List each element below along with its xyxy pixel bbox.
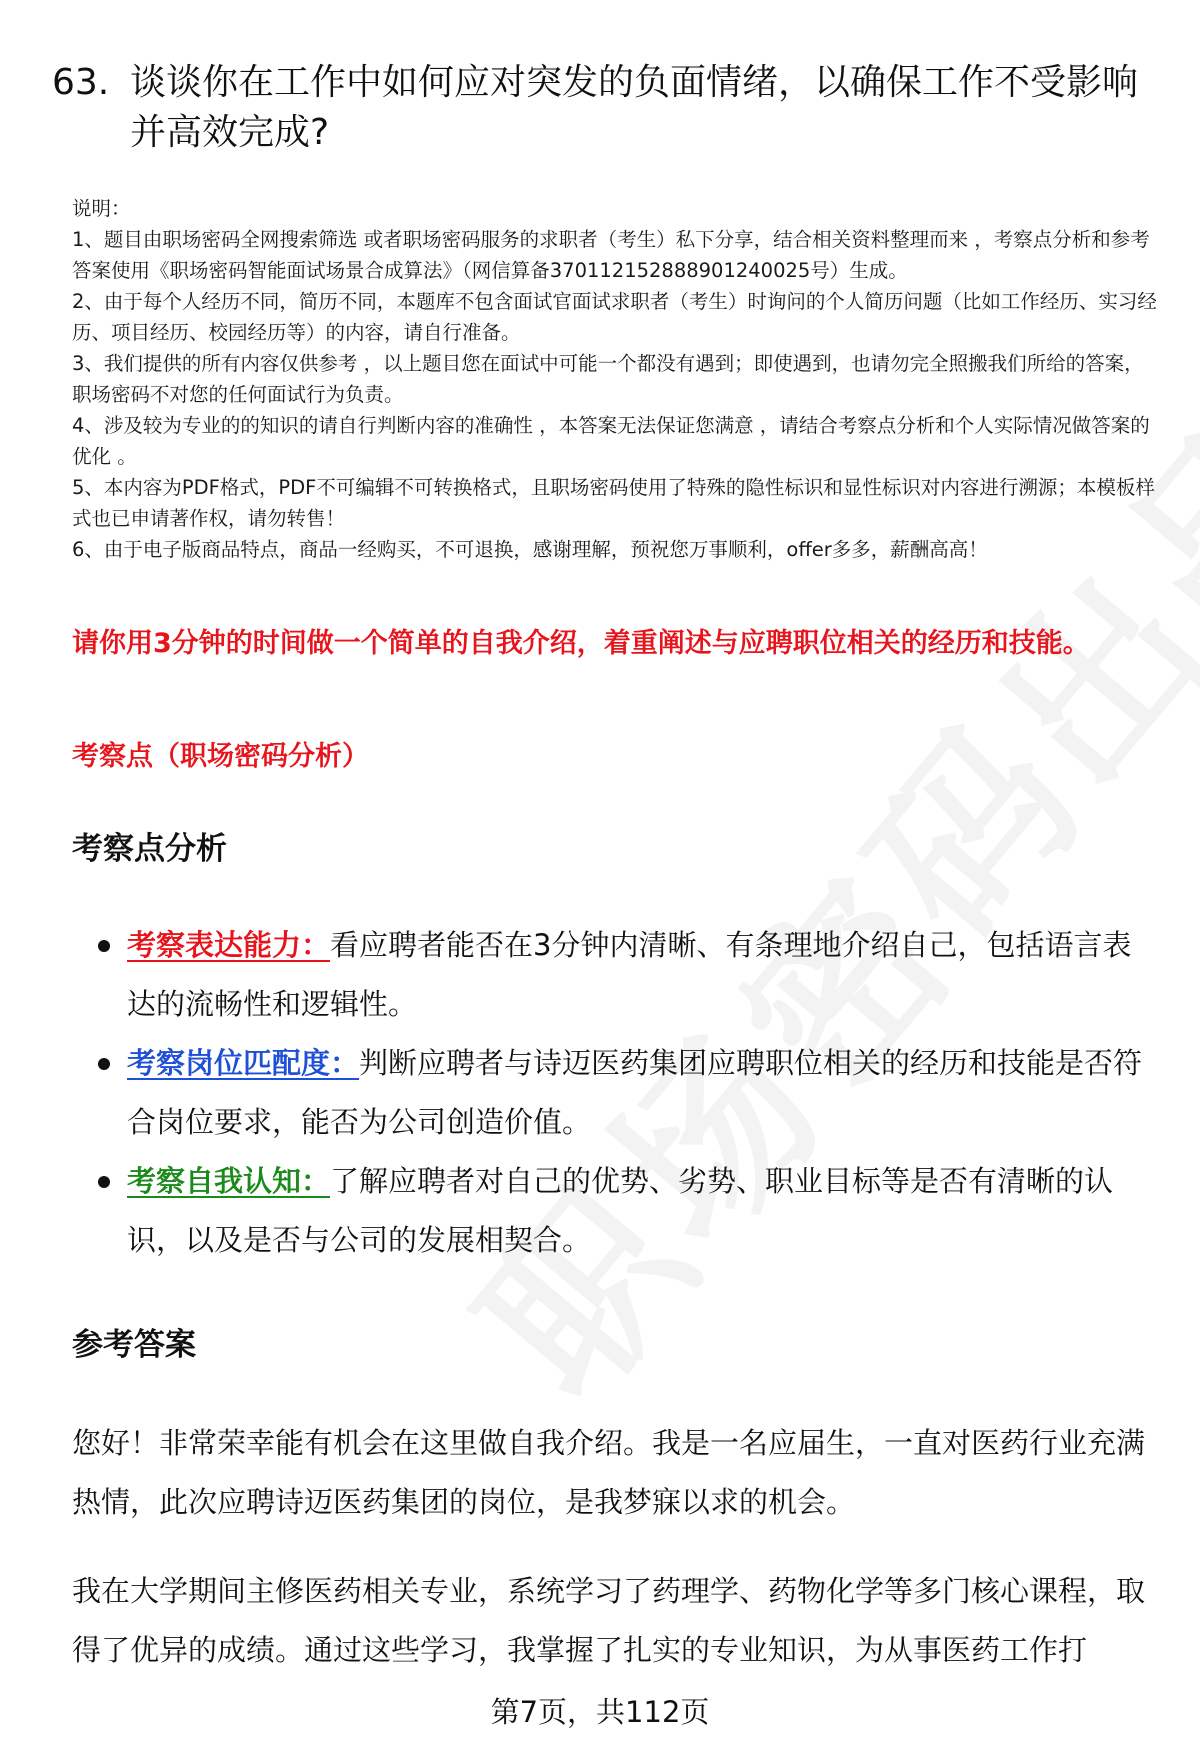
answer-heading: 参考答案 — [72, 1327, 196, 1363]
bullet-dot-icon — [98, 1058, 110, 1070]
notes-item: 6、由于电子版商品特点，商品一经购买，不可退换，感谢理解，预祝您万事顺利，offer多多，薪酬高高！ — [72, 538, 988, 561]
notes-item: 4、涉及较为专业的的知识的请自行判断内容的准确性 ，本答案无法保证您满意 ，请结合考察点分析和个人实际情况做答案的优化 。 — [72, 414, 1150, 468]
notes-heading: 说明： — [72, 197, 131, 220]
bullet-dot-icon — [98, 1176, 110, 1188]
answer-paragraph: 我在大学期间主修医药相关专业，系统学习了药理学、药物化学等多门核心课程，取得了优异的成绩。通过这些学习，我掌握了扎实的专业知识，为从事医药工作打 — [72, 1574, 1146, 1667]
analysis-heading: 考察点分析 — [72, 831, 227, 867]
analysis-item-key: 考察自我认知： — [127, 1164, 331, 1198]
notes-block — [72, 193, 1162, 565]
analysis-item-key: 考察岗位匹配度： — [127, 1046, 360, 1080]
question-title — [52, 58, 1152, 158]
notes-item: 1、题目由职场密码全网搜索筛选 或者职场密码服务的求职者（考生）私下分享，结合相关资料整理而来 ，考察点分析和参考答案使用《职场密码智能面试场景合成算法》（网信算备370112152888901240025号）生成。 — [72, 228, 1150, 282]
kaocha-label: 考察点（职场密码分析） — [72, 741, 369, 772]
question-text: 谈谈你在工作中如何应对突发的负面情绪，以确保工作不受影响并高效完成? — [130, 62, 1139, 153]
question-number: 63. — [52, 62, 110, 103]
analysis-item — [72, 1034, 1152, 1152]
page-footer: 第7页，共112页 — [490, 1695, 710, 1729]
notes-item: 2、由于每个人经历不同，简历不同，本题库不包含面试官面试求职者（考生）时询问的个人简历问题（比如工作经历、实习经历、项目经历、校园经历等）的内容，请自行准备。 — [72, 290, 1157, 344]
analysis-item — [72, 916, 1152, 1034]
analysis-item-text: 判断应聘者与诗迈医药集团应聘职位相关的经历和技能是否符合岗位要求，能否为公司创造价值。 — [127, 1046, 1143, 1139]
notes-item: 3、我们提供的所有内容仅供参考 ，以上题目您在面试中可能一个都没有遇到；即使遇到，也请勿完全照搬我们所给的答案，职场密码不对您的任何面试行为负责。 — [72, 352, 1144, 406]
answer-paragraph: 您好！非常荣幸能有机会在这里做自我介绍。我是一名应届生，一直对医药行业充满热情，此次应聘诗迈医药集团的岗位，是我梦寐以求的机会。 — [72, 1426, 1146, 1519]
analysis-item-text: 了解应聘者对自己的优势、劣势、职业目标等是否有清晰的认识，以及是否与公司的发展相契合。 — [127, 1164, 1114, 1257]
analysis-item-key: 考察表达能力： — [127, 928, 331, 962]
analysis-item — [72, 1152, 1152, 1270]
notes-item: 5、本内容为PDF格式，PDF不可编辑不可转换格式，且职场密码使用了特殊的隐性标识和显性标识对内容进行溯源；本模板样式也已申请著作权，请勿转售！ — [72, 476, 1155, 530]
analysis-item-text: 看应聘者能否在3分钟内清晰、有条理地介绍自己，包括语言表达的流畅性和逻辑性。 — [127, 928, 1132, 1021]
interview-prompt: 请你用3分钟的时间做一个简单的自我介绍，着重阐述与应聘职位相关的经历和技能。 — [72, 628, 1090, 659]
bullet-dot-icon — [98, 940, 110, 952]
analysis-list — [72, 916, 1152, 1270]
